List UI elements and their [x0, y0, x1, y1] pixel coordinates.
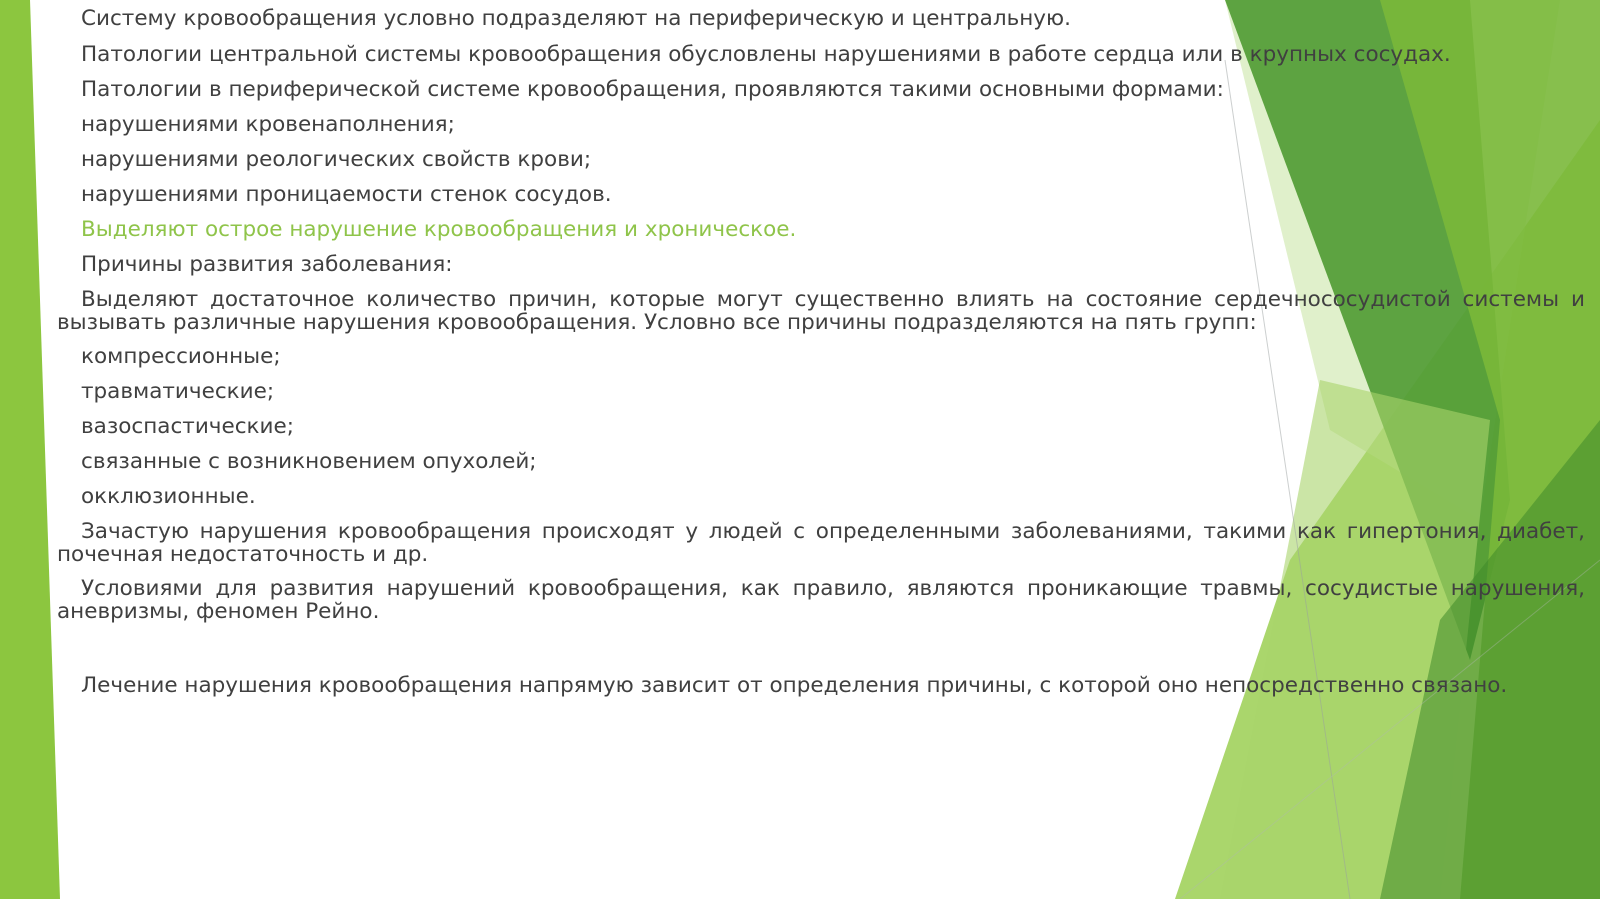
triangle-bullet-icon	[14, 597, 25, 611]
list-item-rheology: нарушениями реологических свойств крови;	[81, 147, 592, 172]
list-item-vasospastic: вазоспастические;	[81, 414, 294, 439]
triangle-bullet-icon	[14, 134, 25, 148]
triangle-bullet-icon	[14, 99, 25, 113]
paragraph-treatment: Лечение нарушения кровообращения напрямую зависит от определения причины, с которой оно непосредственно связано.	[81, 673, 1508, 698]
paragraph-peripheral-pathologies: Патологии в периферической системе кровообращения, проявляются такими основными формами:	[81, 77, 1224, 102]
bullet-column	[0, 0, 40, 899]
triangle-bullet-icon	[14, 239, 25, 253]
triangle-bullet-icon	[14, 309, 25, 323]
paragraph-central-pathologies: Патологии центральной системы кровообращения обусловлены нарушениями в работе сердца или в крупных сосудах.	[81, 42, 1451, 67]
list-item-permeability: нарушениями проницаемости стенок сосудов.	[81, 182, 612, 207]
list-item-tumors: связанные с возникновением опухолей;	[81, 449, 537, 474]
triangle-bullet-icon	[14, 541, 25, 555]
triangle-bullet-icon	[14, 471, 25, 485]
triangle-bullet-icon	[14, 204, 25, 218]
triangle-bullet-icon	[14, 64, 25, 78]
paragraph-causes-heading: Причины развития заболевания:	[81, 252, 453, 277]
paragraph-causes-description: Выделяют достаточное количество причин, которые могут существенно влиять на состояние сердечнососудистой системы и вызывать различные нарушения кровообращения. Условно все причины подразделяются на пять групп:	[57, 287, 1585, 335]
triangle-bullet-icon	[14, 28, 25, 42]
paragraph-circulation-division: Систему кровообращения условно подразделяют на периферическую и центральную.	[81, 6, 1071, 31]
list-item-compression: компрессионные;	[81, 344, 281, 369]
list-item-blood-filling: нарушениями кровенаполнения;	[81, 112, 455, 137]
triangle-bullet-icon	[14, 436, 25, 450]
triangle-bullet-icon	[14, 506, 25, 520]
list-item-occlusive: окклюзионные.	[81, 484, 256, 509]
triangle-bullet-icon	[14, 169, 25, 183]
triangle-bullet-icon	[14, 274, 25, 288]
list-item-traumatic: травматические;	[81, 379, 275, 404]
triangle-bullet-icon	[14, 401, 25, 415]
paragraph-conditions: Условиями для развития нарушений кровообращения, как правило, являются проникающие травмы, сосудистые нарушения, аневризмы, феномен Рейно.	[57, 576, 1585, 624]
triangle-bullet-icon	[14, 366, 25, 380]
paragraph-diseases: Зачастую нарушения кровообращения происходят у людей с определенными заболеваниями, такими как гипертония, диабет, почечная недостаточность и др.	[57, 519, 1585, 567]
paragraph-acute-chronic-highlight: Выделяют острое нарушение кровообращения и хроническое.	[81, 217, 797, 242]
